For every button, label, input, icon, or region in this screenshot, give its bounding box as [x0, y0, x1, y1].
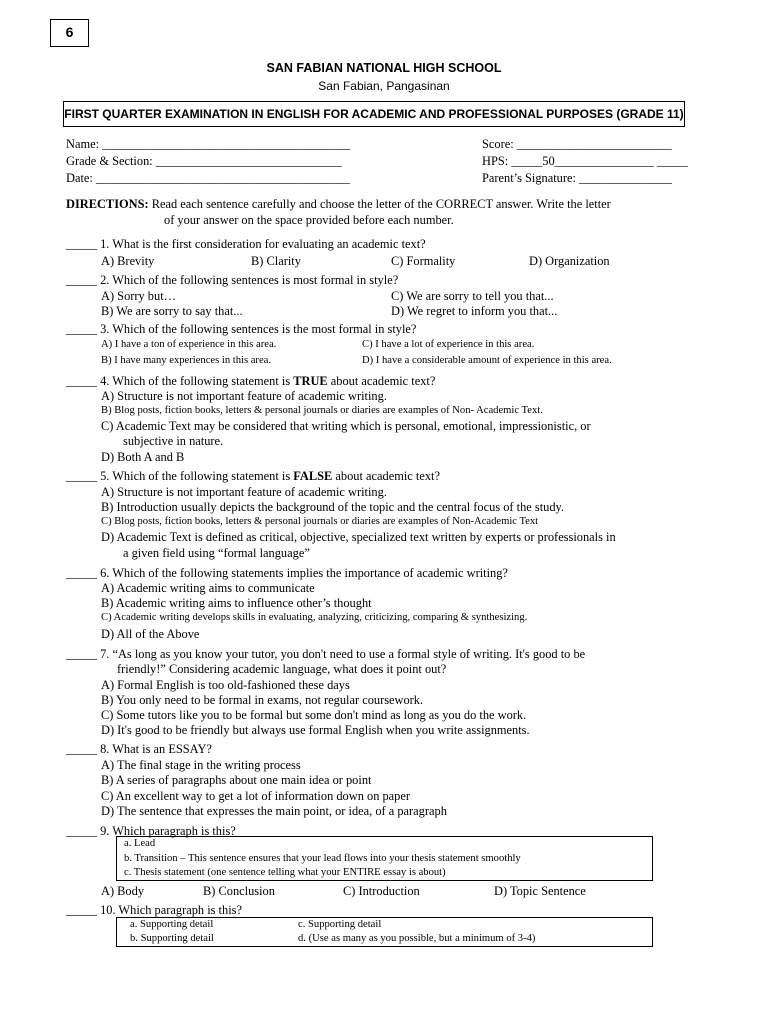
- q7-stem-cont: friendly!” Considering academic language, what does it point out?: [117, 662, 447, 676]
- hps-value: _____50________________ _____: [511, 154, 688, 168]
- q7-option-b[interactable]: B) You only need to be formal in exams, not regular coursework.: [101, 693, 424, 707]
- date-field[interactable]: Date: _________________________________________: [66, 171, 350, 185]
- directions-text-1: Read each sentence carefully and choose the letter of the CORRECT answer. Write the letter: [151, 197, 611, 211]
- directions-line-1: [66, 197, 611, 212]
- q8-option-a[interactable]: A) The final stage in the writing process: [101, 758, 301, 772]
- q5-stem: [66, 469, 440, 484]
- parent-signature-field[interactable]: Parent’s Signature: _______________: [482, 171, 672, 185]
- q1-option-a[interactable]: A) Brevity: [101, 254, 155, 268]
- q1-option-b[interactable]: B) Clarity: [251, 254, 301, 268]
- q1-option-c[interactable]: C) Formality: [391, 254, 456, 268]
- q5-option-d[interactable]: D) Academic Text is defined as critical, objective, specialized text written by experts or professionals in: [101, 530, 616, 544]
- q6-option-d[interactable]: D) All of the Above: [101, 627, 200, 641]
- q6-option-c[interactable]: C) Academic writing develops skills in evaluating, analyzing, criticizing, comparing & synthesizing.: [101, 612, 528, 623]
- exam-title: FIRST QUARTER EXAMINATION IN ENGLISH FOR ACADEMIC AND PROFESSIONAL PURPOSES (GRADE 11): [63, 101, 685, 127]
- q3-option-d[interactable]: D) I have a considerable amount of experience in this area.: [362, 355, 612, 366]
- q4-stem-pre: _____ 4. Which of the following statement is: [66, 374, 294, 388]
- q9-box-item-c: c. Thesis statement (one sentence telling what your ENTIRE essay is about): [124, 867, 446, 878]
- q9-option-a[interactable]: A) Body: [101, 884, 145, 898]
- hps-field: [482, 154, 688, 169]
- q7-option-a[interactable]: A) Formal English is too old-fashioned these days: [101, 678, 350, 692]
- q5-stem-pre: _____ 5. Which of the following statement is: [66, 469, 294, 483]
- q5-option-c[interactable]: C) Blog posts, fiction books, letters & personal journals or diaries are examples of Non-Academic Text: [101, 516, 539, 527]
- school-location: San Fabian, Pangasinan: [318, 79, 450, 93]
- q10-stem: _____ 10. Which paragraph is this?: [66, 903, 242, 917]
- q6-option-a[interactable]: A) Academic writing aims to communicate: [101, 581, 315, 595]
- name-field[interactable]: Name: ________________________________________: [66, 137, 350, 151]
- q9-box-item-a: a. Lead: [124, 838, 156, 849]
- q4-stem: [66, 374, 435, 389]
- directions-line-2: of your answer on the space provided before each number.: [164, 213, 454, 227]
- q8-option-c[interactable]: C) An excellent way to get a lot of information down on paper: [101, 789, 410, 803]
- grade-section-field[interactable]: Grade & Section: ______________________________: [66, 154, 342, 168]
- hps-label: HPS:: [482, 154, 509, 168]
- q4-option-c-cont: subjective in nature.: [123, 434, 224, 448]
- q4-stem-post: about academic text?: [327, 374, 436, 388]
- q9-box-item-b: b. Transition – This sentence ensures that your lead flows into your thesis statement smoothly: [124, 853, 521, 864]
- page-number-box: 6: [50, 19, 89, 47]
- q3-option-c[interactable]: C) I have a lot of experience in this area.: [362, 339, 535, 350]
- q4-option-d[interactable]: D) Both A and B: [101, 450, 185, 464]
- q2-option-a[interactable]: A) Sorry but…: [101, 289, 177, 303]
- q5-stem-bold: FALSE: [293, 469, 333, 483]
- directions-label: DIRECTIONS:: [66, 197, 149, 211]
- q8-option-b[interactable]: B) A series of paragraphs about one main idea or point: [101, 773, 372, 787]
- q2-stem: _____ 2. Which of the following sentences is most formal in style?: [66, 273, 399, 287]
- q10-box-item-b: b. Supporting detail: [130, 933, 214, 944]
- q5-stem-post: about academic text?: [332, 469, 440, 483]
- q9-option-b[interactable]: B) Conclusion: [203, 884, 275, 898]
- q1-stem: _____ 1. What is the first consideration for evaluating an academic text?: [66, 237, 426, 251]
- q3-stem: _____ 3. Which of the following sentences is the most formal in style?: [66, 322, 417, 336]
- q3-option-a[interactable]: A) I have a ton of experience in this area.: [101, 339, 277, 350]
- q1-option-d[interactable]: D) Organization: [529, 254, 610, 268]
- q5-option-d-cont: a given field using “formal language”: [123, 546, 310, 560]
- q8-stem: _____ 8. What is an ESSAY?: [66, 742, 212, 756]
- q6-option-b[interactable]: B) Academic writing aims to influence other’s thought: [101, 596, 372, 610]
- q10-box-item-c: c. Supporting detail: [298, 919, 382, 930]
- q2-option-d[interactable]: D) We regret to inform you that...: [391, 304, 558, 318]
- q8-option-d[interactable]: D) The sentence that expresses the main point, or idea, of a paragraph: [101, 804, 447, 818]
- q4-option-c[interactable]: C) Academic Text may be considered that writing which is personal, emotional, impressionistic, or: [101, 419, 591, 433]
- q10-box-item-a: a. Supporting detail: [130, 919, 214, 930]
- q4-option-a[interactable]: A) Structure is not important feature of academic writing.: [101, 389, 387, 403]
- q2-option-b[interactable]: B) We are sorry to say that...: [101, 304, 243, 318]
- q5-option-a[interactable]: A) Structure is not important feature of academic writing.: [101, 485, 387, 499]
- q5-option-b[interactable]: B) Introduction usually depicts the background of the topic and the central focus of the study.: [101, 500, 565, 514]
- q3-option-b[interactable]: B) I have many experiences in this area.: [101, 355, 272, 366]
- q4-option-b[interactable]: B) Blog posts, fiction books, letters & personal journals or diaries are examples of Non- Academic Text.: [101, 405, 543, 416]
- q7-stem: _____ 7. “As long as you know your tutor, you don't need to use a formal style of writing. It's good to be: [66, 647, 586, 661]
- q2-option-c[interactable]: C) We are sorry to tell you that...: [391, 289, 554, 303]
- q9-option-d[interactable]: D) Topic Sentence: [494, 884, 586, 898]
- q9-option-c[interactable]: C) Introduction: [343, 884, 420, 898]
- q7-option-c[interactable]: C) Some tutors like you to be formal but some don't mind as long as you do the work.: [101, 708, 527, 722]
- q6-stem: _____ 6. Which of the following statements implies the importance of academic writing?: [66, 566, 508, 580]
- school-name: SAN FABIAN NATIONAL HIGH SCHOOL: [266, 61, 502, 75]
- q10-box-item-d: d. (Use as many as you possible, but a minimum of 3-4): [298, 933, 536, 944]
- score-field[interactable]: Score: _________________________: [482, 137, 672, 151]
- q7-option-d[interactable]: D) It's good to be friendly but always use formal English when you write assignments.: [101, 723, 530, 737]
- q4-stem-bold: TRUE: [293, 374, 328, 388]
- q9-stem: _____ 9. Which paragraph is this?: [66, 824, 236, 838]
